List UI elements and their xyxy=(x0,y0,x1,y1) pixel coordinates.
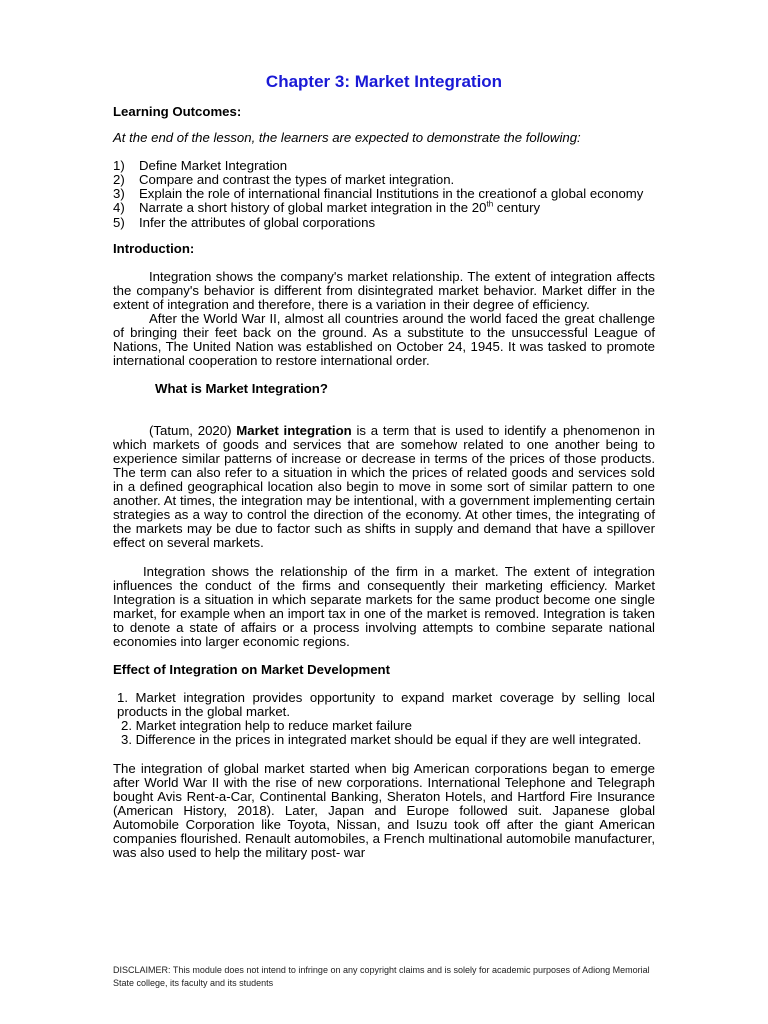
list-item-text: Infer the attributes of global corporations xyxy=(139,214,376,230)
effects-list xyxy=(113,691,655,747)
list-item-text: Compare and contrast the types of market integration. xyxy=(139,172,455,188)
term-bold: Market integration xyxy=(236,422,352,438)
list-item-text xyxy=(139,201,655,215)
list-item-number: 1) xyxy=(113,158,125,174)
document-body xyxy=(113,105,655,860)
learning-outcomes-intro: At the end of the lesson, the learners are expected to demonstrate the following: xyxy=(113,130,581,146)
list-item-text-end: century xyxy=(493,200,541,216)
what-is-heading: What is Market Integration? xyxy=(155,381,328,397)
learning-outcomes-list xyxy=(113,159,655,229)
list-item: 1. Market integration provides opportunity to expand market coverage by selling local products in the global market. xyxy=(117,690,655,720)
what-is-paragraph-1 xyxy=(113,424,655,551)
list-item xyxy=(113,216,655,230)
list-item-number: 5) xyxy=(113,214,125,230)
introduction-paragraph-1: Integration shows the company's market relationship. The extent of integration affects the company's behavior is different from disintegrated market behavior. Market differ in the extent of integration and therefore, there is a variation in their degree of efficiency. xyxy=(113,268,655,312)
list-item-number: 2) xyxy=(113,172,125,188)
list-item: 3. Difference in the prices in integrated market should be equal if they are well integrated. xyxy=(121,732,642,748)
list-item-number: 4) xyxy=(113,200,125,216)
introduction-heading: Introduction: xyxy=(113,240,195,256)
list-item-text: Define Market Integration xyxy=(139,158,288,174)
definition-text: is a term that is used to identify a phenomenon in which markets of goods and services that are somehow related to one another being to experience similar patterns of increase or decrease in terms of the prices of those products. The term can also refer to a situation in which the prices of related goods and services sold in a defined geographical location also begin to move in some sort of similar pattern to one another. At times, the integration may be intentional, with a government implementing certain strategies as a way to control the direction of the economy. At other times, the integrating of the markets may be due to factor such as shifts in supply and demand that have a spillover effect on several markets. xyxy=(113,422,656,551)
effects-heading: Effect of Integration on Market Development xyxy=(113,662,390,678)
list-item xyxy=(113,173,655,187)
list-item: 2. Market integration help to reduce market failure xyxy=(121,718,413,734)
learning-outcomes-heading: Learning Outcomes: xyxy=(113,104,242,119)
list-item-text: Explain the role of international financial Institutions in the creationof a global economy xyxy=(139,186,644,202)
what-is-paragraph-2: Integration shows the relationship of the firm in a market. The extent of integration influences the conduct of the firms and consequently their marketing efficiency. Market Integration is a situation in which separate markets for the same product become one single market, for example when an import tax in one of the market is removed. Integration is taken to denote a state of affairs or a process involving attempts to combine separate national economies into larger economic regions. xyxy=(113,563,655,649)
list-item-number: 3) xyxy=(113,186,125,202)
introduction-paragraph-2: After the World War II, almost all countries around the world faced the great challenge of bringing their feet back on the ground. As a substitute to the unsuccessful League of Nations, The United Nation was established on October 24, 1945. It was tasked to promote international cooperation to restore international order. xyxy=(113,311,655,369)
list-item xyxy=(113,159,655,173)
list-item xyxy=(113,201,655,215)
ordinal-superscript: th xyxy=(486,200,494,210)
list-item-text-start: Narrate a short history of global market integration in the 20 xyxy=(139,200,487,216)
history-paragraph: The integration of global market started when big American corporations began to emerge after World War II with the rise of new corporations. International Telephone and Telegraph bought Avis Rent-a-Car, Continental Banking, Sheraton Hotels, and Hartford Fire Insurance (American History, 2018). Later, Japan and Europe followed suit. Japanese global Automobile Corporation like Toyota, Nissan, and Isuzu took off after the giant American companies flourished. Renault automobiles, a French multinational automobile manufacturer, was also used to help the military post- war xyxy=(113,760,655,861)
disclaimer-footer: DISCLAIMER: This module does not intend to infringe on any copyright claims and is solely for academic purposes of Adiong Memorial State college, its faculty and its students xyxy=(113,965,650,988)
citation: (Tatum, 2020) xyxy=(149,422,237,438)
chapter-title: Chapter 3: Market Integration xyxy=(265,72,503,91)
